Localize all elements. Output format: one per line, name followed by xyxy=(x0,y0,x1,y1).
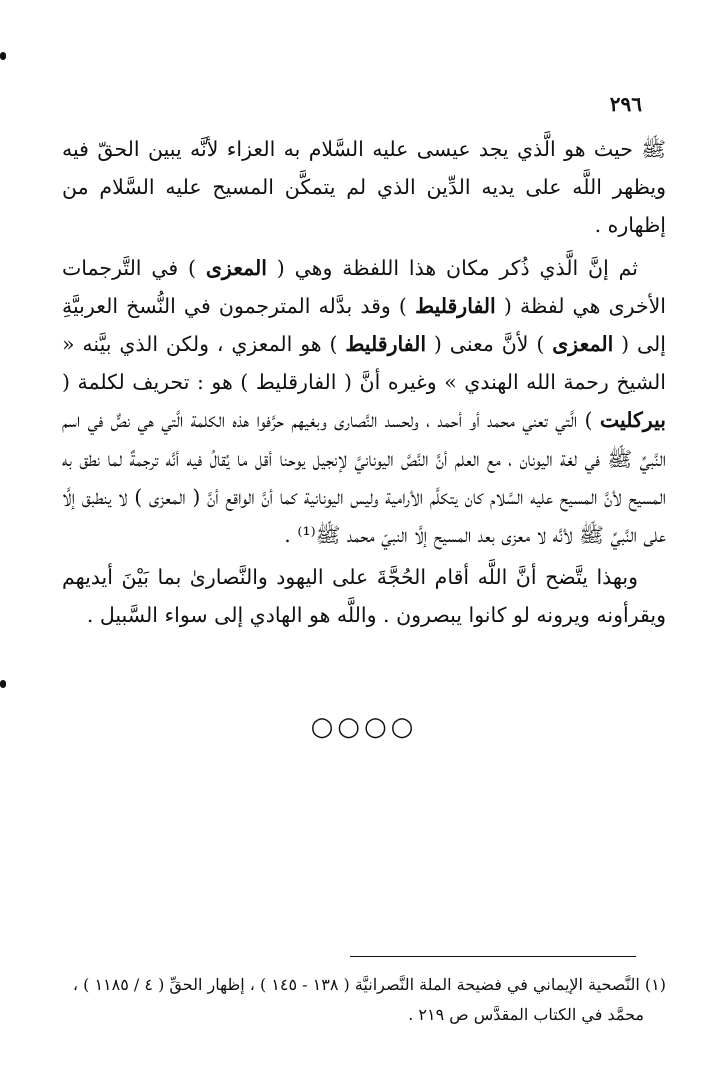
bold-term: الفارقليط xyxy=(345,332,427,357)
footnote-line-1: (١) النَّصحية الإيماني في فضيحة الملة النَّصرانيَّة ( ١٣٨ - ١٤٥ ) ، إظهار الحقِّ ( ٤ / ١١٨٥ ) ، xyxy=(72,975,666,994)
bold-term: بيركليت xyxy=(599,408,666,433)
scan-artifact-mark xyxy=(0,680,6,688)
text-run: ) وقد بدَّله المترجمون في النُّسخ العربيَّةِ إلى ( xyxy=(62,293,667,357)
paragraph xyxy=(62,249,666,555)
bold-term: المعزى xyxy=(205,255,267,280)
scan-artifact-mark xyxy=(0,52,6,60)
text-run: ﷺ حيث هو الَّذي يجد عيسى عليه السَّلام به العزاء لأنَّه يبين الحقّ فيه ويظهر اللَّه على يديه الدِّين الذي لم يتمكَّن المسيح عليه السَّلام من إظهاره . xyxy=(62,137,666,238)
text-run: ) لأنَّ معنى ( xyxy=(426,332,553,357)
main-text xyxy=(62,130,666,635)
footnote-line-2: محمَّد في الكتاب المقدَّس ص ٢١٩ . xyxy=(408,1005,644,1024)
bold-term: المعزى xyxy=(552,332,614,357)
bold-term: الفارقليط xyxy=(415,293,496,318)
text-run: ) الَّتي تعني محمد أو أحمد ، ولحسد النَّصارى وبغيهم حرَّفوا هذه الكلمة الَّتي هي نصٌّ في اسم النَّبيِّ ﷺ في لغة اليونان ، مع العلم أنَّ النَّصَّ اليونانيَّ لإنجيل يوحنا أقل ما يُقالُ فيه أنَّه ترجمةٌ لما نطق به المسيح لأنَّ المسيح عليه السَّلام كان يتكلَّم الأرامية وليس اليونانية كما أنَّ الواقع أنَّ ( المعزى ) لا ينطبق إلَّا على النَّبيِّ ﷺ لأنَّه لا معزى بعد المسيح إلَّا النبيّ محمد ﷺ⁽¹⁾ . xyxy=(62,408,666,548)
text-run: وبهذا يتَّضح أنَّ اللَّه أقام الحُجَّةَ على اليهود والنَّصارىٰ بما بَيْنَ أيديهم ويقرأونه ويرونه لو كانوا يبصرون . واللَّه هو الهادي إلى سواء السَّبيل . xyxy=(62,565,666,628)
end-ornament: ○○○○ xyxy=(310,712,418,742)
paragraph xyxy=(62,558,666,634)
text-run: ) هو المعزي ، ولكن الذي بيَّنه « الشيخ رحمة الله الهندي » وغيره أنَّ ( الفارقليط ) هو : تحريف لكلمة ( xyxy=(62,332,666,395)
page-number: ٢٩٦ xyxy=(609,92,642,116)
footnotes xyxy=(62,970,666,1030)
text-run: ثم إنَّ الَّذي ذُكر مكان هذا اللفظة وهي ( xyxy=(266,255,638,280)
footnote-divider xyxy=(350,956,636,957)
paragraph xyxy=(62,130,666,245)
text-run: ) في التَّرجمات الأخرى هي لفظة ( xyxy=(62,255,666,318)
